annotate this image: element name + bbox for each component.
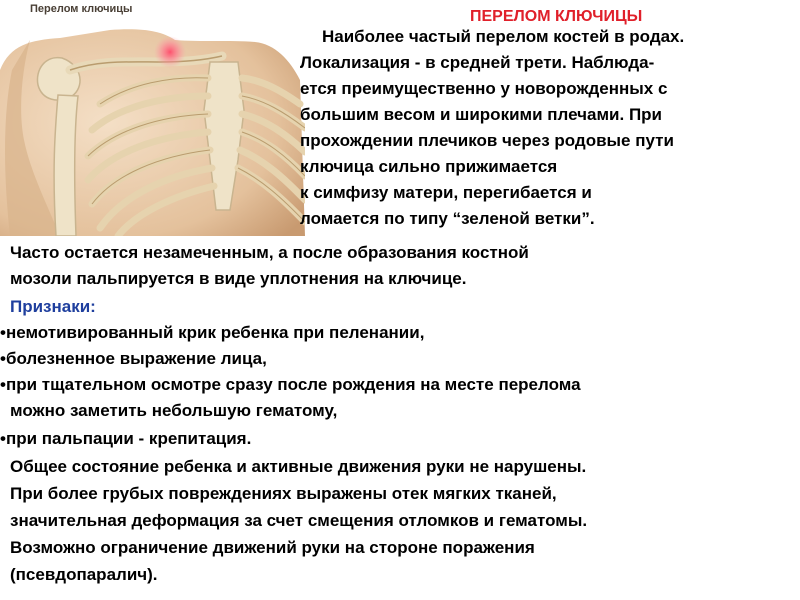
intro-line: ломается по типу “зеленой ветки”. — [300, 209, 595, 228]
sign-text: немотивированный крик ребенка при пеленании, — [5, 323, 425, 342]
sign-text: болезненное выражение лица, — [5, 349, 267, 368]
signs-label: Признаки: — [10, 297, 96, 316]
unnoticed-line: мозоли пальпируется в виде уплотнения на ключице. — [10, 269, 467, 288]
closing-line: (псевдопаралич). — [10, 565, 158, 584]
sign-continuation: можно заметить небольшую гематому, — [10, 401, 338, 420]
intro-line: прохождении плечиков через родовые пути — [300, 131, 674, 150]
closing-line: Общее состояние ребенка и активные движения руки не нарушены. — [10, 457, 587, 476]
intro-line: большим весом и широкими плечами. При — [300, 105, 662, 124]
intro-line: ется преимущественно у новорожденных с — [300, 79, 668, 98]
sign-item: •немотивированный крик ребенка при пеленании, — [0, 323, 425, 342]
intro-line: Локализация - в средней трети. Наблюда- — [300, 53, 655, 72]
sign-text: при пальпации - крепитация. — [5, 429, 252, 448]
sign-text: при тщательном осмотре сразу после рождения на месте перелома — [5, 375, 581, 394]
unnoticed-line: Часто остается незамеченным, а после образования костной — [10, 243, 529, 262]
intro-line: Наиболее частый перелом костей в родах. — [322, 27, 685, 46]
closing-line: значительная деформация за счет смещения отломков и гематомы. — [10, 511, 588, 530]
closing-line: Возможно ограничение движений руки на стороне поражения — [10, 538, 535, 557]
sign-item: •при тщательном осмотре сразу после рождения на месте перелома — [0, 375, 581, 394]
sign-item: •при пальпации - крепитация. — [0, 429, 252, 448]
intro-line: ключица сильно прижимается — [300, 157, 558, 176]
closing-line: При более грубых повреждениях выражены отек мягких тканей, — [10, 484, 557, 503]
clavicle-fracture-illustration — [0, 0, 305, 236]
intro-line: к симфизу матери, перегибается и — [300, 183, 592, 202]
sign-item: •болезненное выражение лица, — [0, 349, 267, 368]
image-caption: Перелом ключицы — [30, 3, 133, 15]
slide-title: ПЕРЕЛОМ КЛЮЧИЦЫ — [470, 8, 643, 25]
